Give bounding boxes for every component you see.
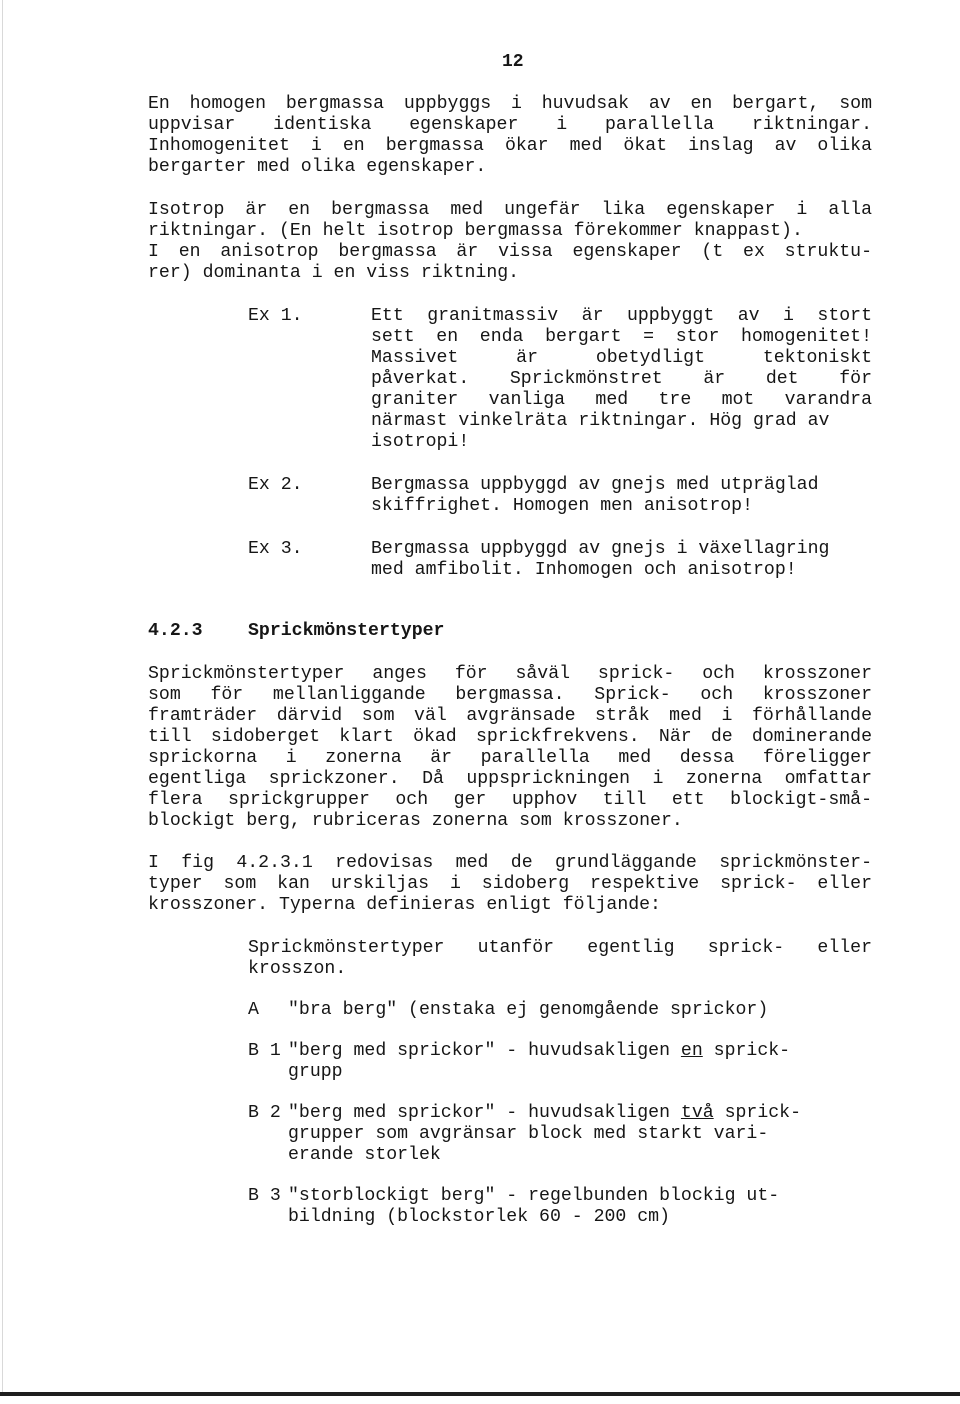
type-description — [288, 1186, 872, 1228]
text-line: till sidoberget klart ökad sprickfrekvens. När de dominerande — [148, 727, 872, 747]
fracture-type-list — [248, 1000, 872, 1248]
page-bottom-rule — [0, 1392, 960, 1396]
section-title: Sprickmönstertyper — [248, 621, 445, 641]
text-line: grupper som avgränsar block med starkt vari- — [288, 1124, 769, 1144]
example-label: Ex 2. — [248, 475, 303, 495]
text-line — [288, 1103, 872, 1124]
text-line: skiffrighet. Homogen men anisotrop! — [371, 496, 753, 516]
type-description — [288, 1000, 872, 1021]
section-number: 4.2.3 — [148, 621, 203, 641]
example-item — [248, 539, 872, 581]
text-line: I fig 4.2.3.1 redovisas med de grundläggande sprickmönster- — [148, 853, 872, 873]
text-line: sett en enda bergart = stor homogenitet! — [371, 327, 872, 347]
text-line: Ett granitmassiv är uppbyggt av i stort — [371, 306, 872, 326]
text-line: krosszon. — [248, 959, 347, 979]
text-line: erande storlek — [288, 1145, 441, 1165]
type-code: B 1 — [248, 1041, 281, 1061]
paragraph-homogeneity — [148, 94, 872, 178]
text-line: "storblockigt berg" - regelbunden blockig ut- — [288, 1186, 780, 1206]
example-list — [248, 306, 872, 603]
emphasis-text: två — [680, 1103, 714, 1123]
text-line: krosszoner. Typerna definieras enligt följande: — [148, 895, 661, 915]
example-item — [248, 475, 872, 517]
text-line: rer) dominanta i en viss riktning. — [148, 263, 520, 283]
text-line: som för mellanliggande bergmassa. Sprick- och krosszoner — [148, 685, 872, 705]
text-line: med amfibolit. Inhomogen och anisotrop! — [371, 560, 797, 580]
text-run: "berg med sprickor" - huvudsakligen — [288, 1103, 681, 1123]
text-line: En homogen bergmassa uppbyggs i huvudsak av en bergart, som — [148, 94, 872, 114]
emphasis-text: en — [680, 1041, 703, 1061]
type-item-b2 — [248, 1103, 872, 1166]
text-line: påverkat. Sprickmönstret är det för — [371, 369, 872, 389]
text-run: sprick- — [702, 1041, 791, 1061]
text-line: flera sprickgrupper och ger upphov till ett blockigt-små- — [148, 790, 872, 810]
type-code: B 2 — [248, 1103, 281, 1123]
paragraph-fracture-types — [148, 664, 872, 832]
text-line: Bergmassa uppbyggd av gnejs i växellagring — [371, 539, 830, 559]
subheading — [248, 938, 872, 980]
type-code: A — [248, 1000, 259, 1020]
type-description — [288, 1103, 872, 1166]
example-label: Ex 3. — [248, 539, 303, 559]
text-line: Sprickmönstertyper anges för såväl sprick- och krosszoner — [148, 664, 872, 684]
text-line: isotropi! — [371, 432, 470, 452]
text-line: typer som kan urskiljas i sidoberg respektive sprick- eller — [148, 874, 872, 894]
type-item-a — [248, 1000, 872, 1021]
text-line: närmast vinkelräta riktningar. Hög grad av — [371, 411, 830, 431]
paragraph-figure-reference — [148, 853, 872, 916]
text-line: bergarter med olika egenskaper. — [148, 157, 487, 177]
text-line: framträder därvid som väl avgränsade stråk med i förhållande — [148, 706, 872, 726]
type-code: B 3 — [248, 1186, 281, 1206]
text-line: riktningar. (En helt isotrop bergmassa förekommer knappast). — [148, 221, 803, 241]
text-line: egentliga sprickzoner. Då uppsprickningen i zonerna omfattar — [148, 769, 872, 789]
text-line: Massivet är obetydligt tektoniskt — [371, 348, 872, 368]
example-text — [371, 539, 872, 581]
example-item — [248, 306, 872, 453]
text-line: Sprickmönstertyper utanför egentlig sprick- eller — [248, 938, 872, 958]
scan-edge-line — [2, 0, 3, 1396]
text-line: Inhomogenitet i en bergmassa ökar med ökat inslag av olika — [148, 136, 872, 156]
text-line: "bra berg" (enstaka ej genomgående sprickor) — [288, 1000, 769, 1020]
example-label: Ex 1. — [248, 306, 303, 326]
type-item-b1 — [248, 1041, 872, 1083]
text-line: Bergmassa uppbyggd av gnejs med utpräglad — [371, 475, 819, 495]
text-run: sprick- — [713, 1103, 801, 1123]
type-description — [288, 1041, 872, 1083]
type-item-b3 — [248, 1186, 872, 1228]
text-line: Isotrop är en bergmassa med ungefär lika egenskaper i alla — [148, 200, 872, 220]
text-line: uppvisar identiska egenskaper i parallella riktningar. — [148, 115, 872, 135]
paragraph-isotropy — [148, 200, 872, 284]
section-heading — [148, 621, 444, 642]
text-line: grupp — [288, 1062, 343, 1082]
text-line — [288, 1041, 872, 1062]
text-line: blockigt berg, rubriceras zonerna som krosszoner. — [148, 811, 683, 831]
text-line: I en anisotrop bergmassa är vissa egenskaper (t ex struktu- — [148, 242, 872, 262]
page-number: 12 — [502, 52, 524, 72]
text-line: bildning (blockstorlek 60 - 200 cm) — [288, 1207, 670, 1227]
example-text — [371, 475, 872, 517]
text-line: graniter vanliga med tre mot varandra — [371, 390, 872, 410]
example-text — [371, 306, 872, 453]
text-run: "berg med sprickor" - huvudsakligen — [288, 1041, 681, 1061]
text-line: sprickorna i zonerna är parallella med dessa föreligger — [148, 748, 872, 768]
